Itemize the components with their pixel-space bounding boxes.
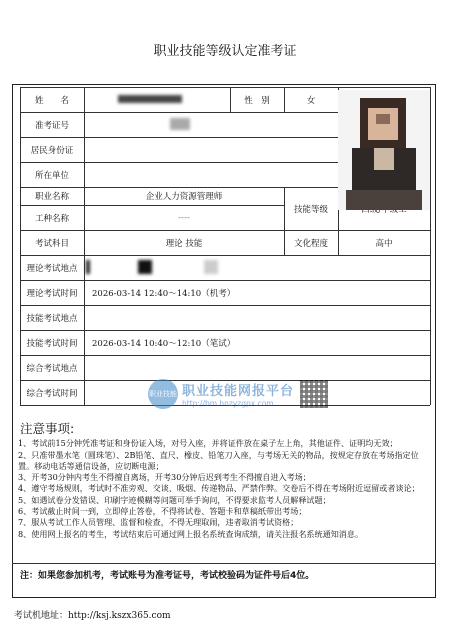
comprehensive-site-label: 综合考试地点 [26, 363, 78, 374]
note-item: 6、考试截止时间一到，立即停止答卷，不得将试卷、答题卡和草稿纸带出考场； [18, 506, 307, 517]
occupation-value: 企业人力资源管理师 [145, 192, 223, 202]
watermark-brand: 职业技能网报平台 [182, 384, 295, 399]
job-type-label: 工种名称 [34, 213, 69, 224]
exam-no-label: 准考证号 [34, 120, 69, 131]
exam-no-value-redacted [170, 118, 190, 130]
note-item: 1、考试前15分钟凭准考证和身份证入场，对号入座，并将证件放在桌子左上角，其他证件、证明均无效； [18, 438, 398, 449]
note-item: 5、如遇试卷分发错误、印刷字迹模糊等问题可举手询问，不得要求监考人员解释试题； [18, 494, 331, 505]
education-value: 高中 [375, 238, 393, 249]
page-title: 职业技能等级认定准考证 [153, 44, 297, 59]
note-item: 4、遵守考场规则，考试时不准旁观、交谈、吸烟、传递物品、严禁作弊。交卷后不得在考场附近逗留或者谈论； [18, 483, 420, 494]
theory-site-redacted-3 [204, 260, 218, 274]
gender-value: 女 [306, 95, 316, 106]
skill-time-label: 技能考试时间 [26, 338, 78, 349]
notes-heading: 注意事项: [20, 421, 75, 436]
name-value-redacted [118, 95, 182, 103]
watermark [148, 376, 338, 412]
theory-site-redacted-2 [138, 260, 152, 274]
job-type-value: ---- [178, 212, 190, 223]
name-label: 姓 名 [34, 95, 69, 106]
qr-code-icon [300, 380, 328, 408]
notes-section [18, 423, 428, 540]
occupation-label: 职业名称 [34, 192, 69, 202]
watermark-url: http://bm.hnzyzgpx.com [182, 399, 274, 408]
note-item: 7、服从考试工作人员管理、监督和检查，不得无理取闹，违者取消考试资格； [18, 517, 299, 528]
gender-label: 性 别 [244, 95, 270, 106]
skill-time-value: 2026-03-14 10:40～12:10（笔试） [92, 338, 236, 349]
subject-value: 理论 技能 [165, 238, 203, 249]
note-item: 3、开考30分钟内考生不得擅自离场，开考30分钟后迟到考生不得擅自进入考场； [18, 472, 311, 483]
skill-site-label: 技能考试地点 [26, 313, 78, 324]
unit-label: 所在单位 [34, 170, 69, 181]
theory-site-redacted-1 [86, 260, 90, 274]
id-label: 居民身份证 [30, 145, 74, 156]
theory-site-label: 理论考试地点 [26, 263, 78, 274]
theory-time-value: 2026-03-14 12:40～14:10（机考） [92, 288, 236, 299]
watermark-logo: 职业技能 [148, 379, 178, 409]
note-item: 8、使用网上报名的考生，考试结束后可通过网上报名系统查询成绩，请关注报名系统通知消息。 [18, 528, 364, 539]
candidate-photo [338, 90, 430, 210]
subject-label: 考试科目 [34, 238, 69, 249]
comprehensive-time-label: 综合考试时间 [26, 388, 78, 399]
theory-time-label: 理论考试时间 [26, 288, 78, 299]
education-label: 文化程度 [293, 238, 328, 249]
computer-exam-note: 注：如果您参加机考，考试账号为准考证号，考试校验码为证件号后4位。 [20, 571, 315, 581]
exam-machine-address: 考试机地址：http://ksj.kszx365.com [14, 611, 171, 621]
note-item: 2、只准带墨水笔（圆珠笔）、2B铅笔、直尺、橡皮、铅笔刀入座，与考场无关的物品，按规定存放在考场指定位置。移动电话等通信设备，应切断电源； [18, 449, 419, 471]
skill-level-label: 技能等级 [293, 204, 328, 215]
